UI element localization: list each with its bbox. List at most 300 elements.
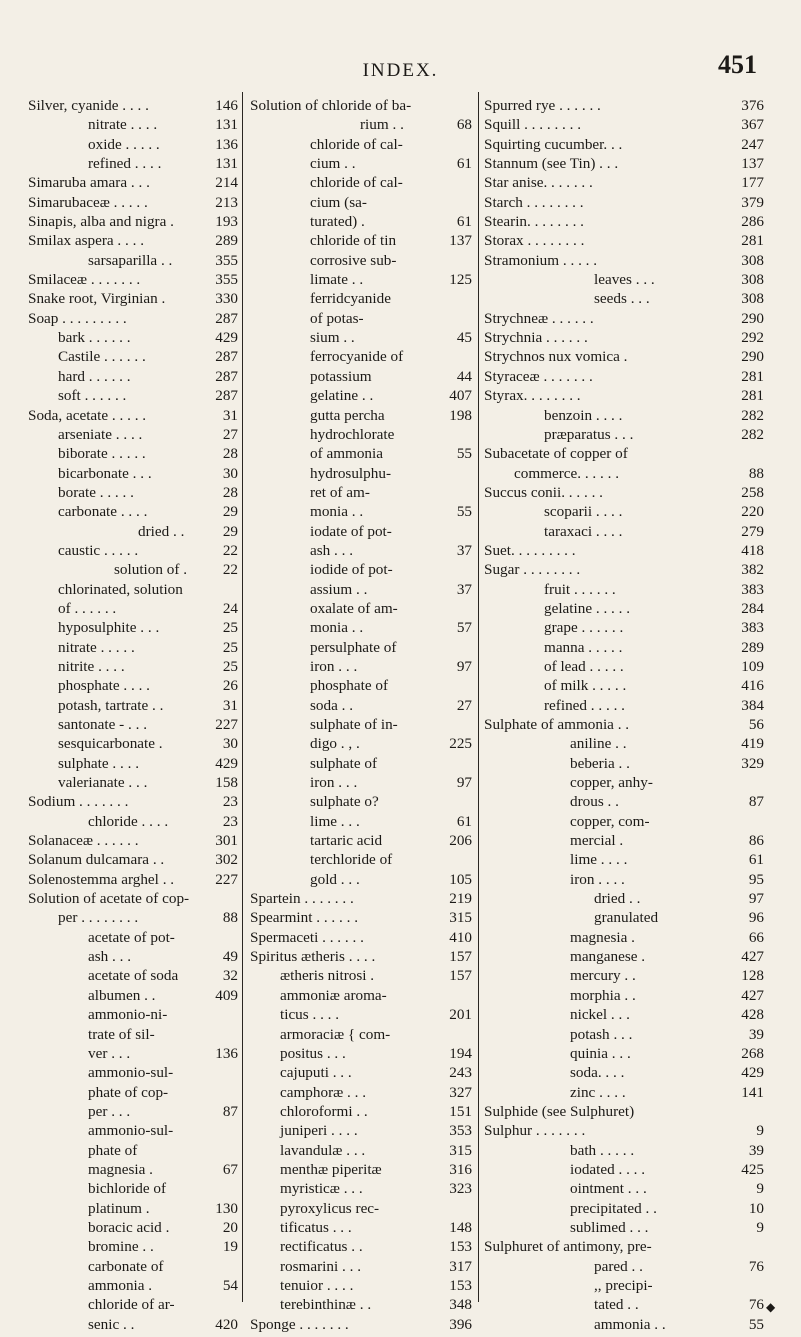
- column-divider: [242, 92, 243, 1302]
- index-entry: [28, 154, 238, 173]
- entry-page-number: 409: [215, 986, 238, 1004]
- entry-term: Strychnos nux vomica .: [484, 348, 628, 366]
- entry-page-number: 105: [449, 870, 472, 888]
- index-entry: [28, 966, 238, 985]
- entry-page-number: 279: [741, 522, 764, 540]
- index-entry: [484, 676, 764, 695]
- entry-term: sesquicarbonate .: [58, 735, 163, 753]
- index-entry: [484, 289, 764, 308]
- entry-term: per . . .: [88, 1102, 131, 1120]
- index-entry: [250, 347, 472, 366]
- index-entry: [484, 1102, 764, 1121]
- entry-term: juniperi . . . .: [280, 1122, 358, 1140]
- index-entry: [250, 367, 472, 386]
- index-entry: [28, 638, 238, 657]
- entry-page-number: 76: [748, 1257, 764, 1275]
- entry-page-number: 330: [215, 290, 238, 308]
- index-entry: [250, 1218, 472, 1237]
- entry-term: hyposulphite . . .: [58, 619, 160, 637]
- entry-term: chloride of cal-: [310, 174, 403, 192]
- entry-term: santonate - . . .: [58, 716, 147, 733]
- entry-page-number: 25: [222, 619, 238, 637]
- index-entry: [250, 580, 472, 599]
- index-entry: [28, 1218, 238, 1237]
- entry-page-number: 302: [215, 851, 238, 869]
- index-entry: [250, 966, 472, 985]
- entry-term: nickel . . .: [570, 1006, 630, 1024]
- index-entry: [250, 1237, 472, 1256]
- index-entry: [484, 1121, 764, 1140]
- entry-page-number: 213: [215, 193, 238, 211]
- entry-term: tificatus . . .: [280, 1218, 352, 1236]
- entry-term: ointment . . .: [570, 1180, 647, 1198]
- entry-term: albumen . .: [88, 986, 156, 1004]
- index-entry: [250, 1005, 472, 1024]
- entry-term: ammonio-sul-: [88, 1122, 174, 1140]
- index-entry: [28, 289, 238, 308]
- index-entry: [484, 773, 764, 792]
- entry-term: Storax . . . . . . . .: [484, 232, 585, 250]
- index-entry: [28, 908, 238, 927]
- index-entry: [250, 444, 472, 463]
- entry-page-number: 281: [741, 367, 764, 385]
- entry-page-number: 153: [449, 1238, 472, 1256]
- entry-page-number: 151: [449, 1102, 472, 1120]
- entry-page-number: 158: [215, 774, 238, 792]
- index-entry: [250, 773, 472, 792]
- entry-term: soda. . . .: [570, 1064, 625, 1082]
- index-entry: [484, 580, 764, 599]
- index-entry: [28, 1063, 238, 1082]
- entry-page-number: 282: [741, 425, 764, 443]
- entry-page-number: 427: [741, 948, 764, 966]
- entry-term: Stramonium . . . . .: [484, 251, 598, 269]
- index-entry: [484, 754, 764, 773]
- entry-term: Soda, acetate . . . . .: [28, 406, 147, 424]
- entry-term: camphoræ . . .: [280, 1083, 367, 1101]
- entry-term: assium . .: [310, 580, 368, 598]
- entry-page-number: 308: [741, 271, 764, 289]
- entry-page-number: 290: [741, 309, 764, 327]
- entry-term: Star anise. . . . . . .: [484, 174, 593, 192]
- entry-page-number: 268: [741, 1044, 764, 1062]
- entry-term: soda . .: [310, 696, 354, 714]
- entry-term: Solenostemma arghel . .: [28, 870, 175, 888]
- entry-page-number: 419: [741, 735, 764, 753]
- index-entry: [250, 947, 472, 966]
- page-header: [0, 46, 801, 86]
- index-entry: [28, 328, 238, 347]
- index-entry: [28, 1199, 238, 1218]
- entry-page-number: 25: [222, 657, 238, 675]
- index-entry: [484, 1083, 764, 1102]
- entry-term: iron . . .: [310, 657, 358, 675]
- index-entry: [484, 173, 764, 192]
- entry-term: ammonio-ni-: [88, 1006, 168, 1024]
- entry-page-number: 39: [748, 1141, 764, 1159]
- index-entry: [28, 676, 238, 695]
- index-entry: [28, 231, 238, 250]
- entry-page-number: 148: [449, 1218, 472, 1236]
- index-entry: [250, 1141, 472, 1160]
- entry-page-number: 37: [456, 541, 472, 559]
- entry-page-number: 128: [741, 967, 764, 985]
- entry-term: bark . . . . . .: [58, 329, 131, 347]
- entry-page-number: 55: [748, 1315, 764, 1333]
- entry-page-number: 87: [748, 793, 764, 811]
- entry-term: drous . .: [570, 793, 619, 811]
- entry-term: ver . . .: [88, 1044, 131, 1062]
- entry-page-number: 32: [222, 967, 238, 985]
- index-entry: [250, 1044, 472, 1063]
- entry-term: Spiritus ætheris . . . .: [250, 948, 376, 966]
- index-entry: [250, 502, 472, 521]
- entry-page-number: 30: [222, 735, 238, 753]
- entry-page-number: 61: [456, 812, 472, 830]
- index-entry: [250, 986, 472, 1005]
- diamond-ornament-icon: ◆: [766, 1300, 776, 1314]
- index-entry: [28, 502, 238, 521]
- entry-term: sulphate . . . .: [58, 754, 139, 772]
- index-entry: [28, 1102, 238, 1121]
- entry-term: ammonia .: [88, 1276, 153, 1294]
- entry-page-number: 382: [741, 561, 764, 579]
- index-entry: [250, 309, 472, 328]
- index-entry: [28, 715, 238, 734]
- entry-page-number: 44: [456, 367, 472, 385]
- index-entry: [250, 212, 472, 231]
- index-entry: [484, 231, 764, 250]
- entry-term: ammoniæ aroma-: [280, 986, 387, 1004]
- entry-page-number: 384: [741, 696, 764, 714]
- entry-page-number: 68: [456, 116, 472, 134]
- entry-term: iodate of pot-: [310, 522, 392, 540]
- index-entry: [250, 1121, 472, 1140]
- index-entry: [28, 1005, 238, 1024]
- index-entry: [484, 115, 764, 134]
- index-entry: [28, 347, 238, 366]
- entry-page-number: 146: [215, 97, 238, 114]
- index-entry: [484, 1257, 764, 1276]
- index-entry: [28, 812, 238, 831]
- index-entry: [250, 135, 472, 154]
- index-entry: [28, 212, 238, 231]
- entry-page-number: 194: [449, 1044, 472, 1062]
- entry-term: ferridcyanide: [310, 290, 391, 308]
- index-entry: [250, 560, 472, 579]
- index-entry: [28, 1295, 238, 1314]
- entry-term: potash . . .: [570, 1025, 633, 1043]
- index-entry: [28, 541, 238, 560]
- index-entry: [484, 406, 764, 425]
- index-entry: [250, 270, 472, 289]
- entry-term: armoraciæ { com-: [280, 1025, 391, 1043]
- entry-term: gelatine . . . . .: [544, 599, 631, 617]
- index-entry: [250, 425, 472, 444]
- entry-term: corrosive sub-: [310, 251, 397, 269]
- entry-term: Strychneæ . . . . . .: [484, 309, 594, 327]
- index-entry: [250, 386, 472, 405]
- entry-page-number: 193: [215, 213, 238, 231]
- entry-term: nitrite . . . .: [58, 657, 125, 675]
- entry-page-number: 61: [748, 851, 764, 869]
- entry-term: chloride of cal-: [310, 135, 403, 153]
- entry-term: morphia . .: [570, 986, 636, 1004]
- index-entry: [28, 464, 238, 483]
- entry-term: Suet. . . . . . . . .: [484, 541, 576, 559]
- index-entry: [28, 1315, 238, 1334]
- entry-term: iron . . .: [310, 774, 358, 792]
- entry-term: Simarubaceæ . . . . .: [28, 193, 148, 211]
- entry-page-number: 136: [215, 1044, 238, 1062]
- index-entry: [250, 328, 472, 347]
- index-entry: [28, 773, 238, 792]
- entry-page-number: 348: [449, 1296, 472, 1314]
- entry-term: Stannum (see Tin) . . .: [484, 155, 619, 173]
- entry-term: Smilax aspera . . . .: [28, 232, 144, 250]
- entry-term: ferrocyanide of: [310, 348, 404, 366]
- entry-term: oxide . . . . .: [88, 135, 160, 153]
- entry-page-number: 287: [215, 348, 238, 366]
- index-entry: [484, 1063, 764, 1082]
- entry-page-number: 214: [215, 174, 238, 192]
- entry-term: digo . , .: [310, 735, 360, 753]
- entry-term: iron . . . .: [570, 870, 625, 888]
- entry-page-number: 396: [449, 1315, 472, 1333]
- entry-page-number: 54: [222, 1276, 238, 1294]
- entry-term: ætheris nitrosi .: [280, 967, 375, 985]
- entry-term: phate of cop-: [88, 1083, 169, 1101]
- entry-page-number: 220: [741, 503, 764, 521]
- entry-term: mercury . .: [570, 967, 636, 985]
- entry-term: Castile . . . . . .: [58, 348, 146, 366]
- entry-term: turated) .: [310, 213, 365, 231]
- entry-term: Squill . . . . . . . .: [484, 116, 582, 134]
- entry-page-number: 425: [741, 1160, 764, 1178]
- index-entry: [250, 1199, 472, 1218]
- index-entry: [484, 560, 764, 579]
- entry-page-number: 383: [741, 580, 764, 598]
- entry-term: of . . . . . .: [58, 599, 117, 617]
- entry-page-number: 308: [741, 251, 764, 269]
- entry-page-number: 39: [748, 1025, 764, 1043]
- entry-term: ,, precipi-: [594, 1276, 653, 1294]
- index-entry: [250, 850, 472, 869]
- entry-term: terchloride of: [310, 851, 393, 869]
- index-entry: [28, 96, 238, 115]
- entry-term: pared . .: [594, 1257, 643, 1275]
- entry-page-number: 23: [222, 793, 238, 811]
- entry-page-number: 315: [449, 1141, 472, 1159]
- entry-term: platinum .: [88, 1199, 150, 1217]
- entry-page-number: 97: [748, 890, 764, 908]
- entry-term: sium . .: [310, 329, 355, 347]
- index-entry: [28, 734, 238, 753]
- entry-term: tartaric acid: [310, 832, 383, 850]
- index-entry: [28, 386, 238, 405]
- index-entry: [250, 289, 472, 308]
- index-entry: [484, 870, 764, 889]
- entry-term: menthæ piperitæ: [280, 1160, 382, 1178]
- entry-page-number: 137: [449, 232, 472, 250]
- index-entry: [484, 1315, 764, 1334]
- entry-page-number: 355: [215, 251, 238, 269]
- entry-term: bicarbonate . . .: [58, 464, 152, 482]
- entry-term: phosphate of: [310, 677, 389, 695]
- index-entry: [250, 173, 472, 192]
- entry-page-number: 282: [741, 406, 764, 424]
- entry-term: sulphate of: [310, 754, 378, 772]
- entry-page-number: 227: [215, 870, 238, 888]
- entry-term: chloride . . . .: [88, 812, 169, 830]
- entry-page-number: 428: [741, 1006, 764, 1024]
- index-entry: [250, 1315, 472, 1334]
- entry-term: biborate . . . . .: [58, 445, 146, 463]
- index-entry: [28, 406, 238, 425]
- entry-term: taraxaci . . . .: [544, 522, 623, 540]
- index-entry: [484, 1218, 764, 1237]
- index-entry: [484, 1276, 764, 1295]
- entry-page-number: 258: [741, 483, 764, 501]
- index-column-2: [250, 96, 472, 1334]
- entry-page-number: 316: [449, 1160, 472, 1178]
- entry-term: chloride of ar-: [88, 1296, 175, 1314]
- entry-term: gold . . .: [310, 870, 360, 888]
- entry-term: Solanaceæ . . . . . .: [28, 832, 139, 850]
- index-entry: [484, 1237, 764, 1256]
- entry-page-number: 49: [222, 948, 238, 966]
- index-entry: [28, 618, 238, 637]
- index-entry: [484, 889, 764, 908]
- index-entry: [250, 599, 472, 618]
- entry-page-number: 177: [741, 174, 764, 192]
- entry-page-number: 281: [741, 387, 764, 405]
- entry-term: bromine . .: [88, 1238, 154, 1256]
- entry-term: Sinapis, alba and nigra .: [28, 213, 174, 231]
- index-entry: [250, 715, 472, 734]
- index-entry: [484, 618, 764, 637]
- entry-term: lavandulæ . . .: [280, 1141, 366, 1159]
- entry-page-number: 125: [449, 271, 472, 289]
- index-entry: [250, 1025, 472, 1044]
- index-entry: [250, 657, 472, 676]
- entry-term: of potas-: [310, 309, 364, 327]
- entry-page-number: 95: [748, 870, 764, 888]
- index-entry: [250, 115, 472, 134]
- entry-page-number: 290: [741, 348, 764, 366]
- entry-page-number: 25: [222, 638, 238, 656]
- index-entry: [250, 231, 472, 250]
- entry-term: Spermaceti . . . . . .: [250, 928, 364, 946]
- entry-term: senic . .: [88, 1315, 135, 1333]
- entry-term: Sponge . . . . . . .: [250, 1315, 349, 1333]
- entry-term: of ammonia: [310, 445, 383, 463]
- index-entry: [28, 135, 238, 154]
- entry-page-number: 96: [748, 909, 764, 927]
- index-entry: [250, 638, 472, 657]
- entry-term: refined . . . . .: [544, 696, 625, 714]
- column-divider: [478, 92, 479, 1302]
- index-entry: [250, 792, 472, 811]
- entry-term: granulated: [594, 909, 659, 927]
- index-entry: [28, 1237, 238, 1256]
- entry-page-number: 55: [456, 445, 472, 463]
- entry-term: acetate of pot-: [88, 928, 175, 946]
- entry-term: Soap . . . . . . . . .: [28, 309, 127, 327]
- entry-page-number: 9: [756, 1122, 764, 1140]
- entry-term: zinc . . . .: [570, 1083, 626, 1101]
- entry-term: scoparii . . . .: [544, 503, 623, 521]
- entry-term: terebinthinæ . .: [280, 1296, 372, 1314]
- index-entry: [28, 928, 238, 947]
- index-entry: [28, 1141, 238, 1160]
- entry-term: ash . . .: [88, 948, 132, 966]
- entry-term: Solution of acetate of cop-: [28, 890, 190, 908]
- index-entry: [484, 1160, 764, 1179]
- index-entry: [250, 251, 472, 270]
- entry-page-number: 201: [449, 1006, 472, 1024]
- index-entry: [250, 464, 472, 483]
- entry-term: ammonio-sul-: [88, 1064, 174, 1082]
- entry-page-number: 287: [215, 309, 238, 327]
- entry-term: iodide of pot-: [310, 561, 393, 579]
- index-entry: [250, 1063, 472, 1082]
- index-entry: [484, 1044, 764, 1063]
- entry-term: phosphate . . . .: [58, 677, 150, 695]
- entry-term: oxalate of am-: [310, 599, 398, 617]
- entry-page-number: 383: [741, 619, 764, 637]
- index-entry: [28, 986, 238, 1005]
- index-entry: [28, 522, 238, 541]
- index-entry: [250, 1102, 472, 1121]
- index-entry: [484, 812, 764, 831]
- entry-page-number: 28: [222, 483, 238, 501]
- entry-term: bichloride of: [88, 1180, 167, 1198]
- entry-page-number: 23: [222, 812, 238, 830]
- entry-term: Sulphide (see Sulphuret): [484, 1102, 635, 1120]
- entry-page-number: 153: [449, 1276, 472, 1294]
- entry-term: Smilaceæ . . . . . . .: [28, 271, 141, 289]
- entry-term: Silver, cyanide . . . .: [28, 97, 149, 114]
- index-entry: [484, 734, 764, 753]
- index-entry: [28, 115, 238, 134]
- index-entry: [28, 754, 238, 773]
- entry-page-number: 317: [449, 1257, 472, 1275]
- entry-term: Spearmint . . . . . .: [250, 909, 358, 927]
- entry-term: Starch . . . . . . . .: [484, 193, 584, 211]
- entry-page-number: 367: [741, 116, 764, 134]
- entry-page-number: 407: [449, 387, 472, 405]
- entry-page-number: 37: [456, 580, 472, 598]
- index-entry: [28, 1276, 238, 1295]
- index-entry: [250, 618, 472, 637]
- entry-term: lime . . .: [310, 812, 360, 830]
- entry-term: tated . .: [594, 1296, 639, 1314]
- index-entry: [484, 715, 764, 734]
- index-entry: [28, 173, 238, 192]
- entry-page-number: 301: [215, 832, 238, 850]
- entry-term: trate of sil-: [88, 1025, 155, 1043]
- index-entry: [484, 96, 764, 115]
- entry-term: Solanum dulcamara . .: [28, 851, 165, 869]
- index-entry: [250, 812, 472, 831]
- entry-term: refined . . . .: [88, 155, 162, 173]
- entry-page-number: 289: [741, 638, 764, 656]
- entry-page-number: 20: [222, 1218, 238, 1236]
- entry-page-number: 281: [741, 232, 764, 250]
- index-entry: [484, 792, 764, 811]
- index-entry: [250, 831, 472, 850]
